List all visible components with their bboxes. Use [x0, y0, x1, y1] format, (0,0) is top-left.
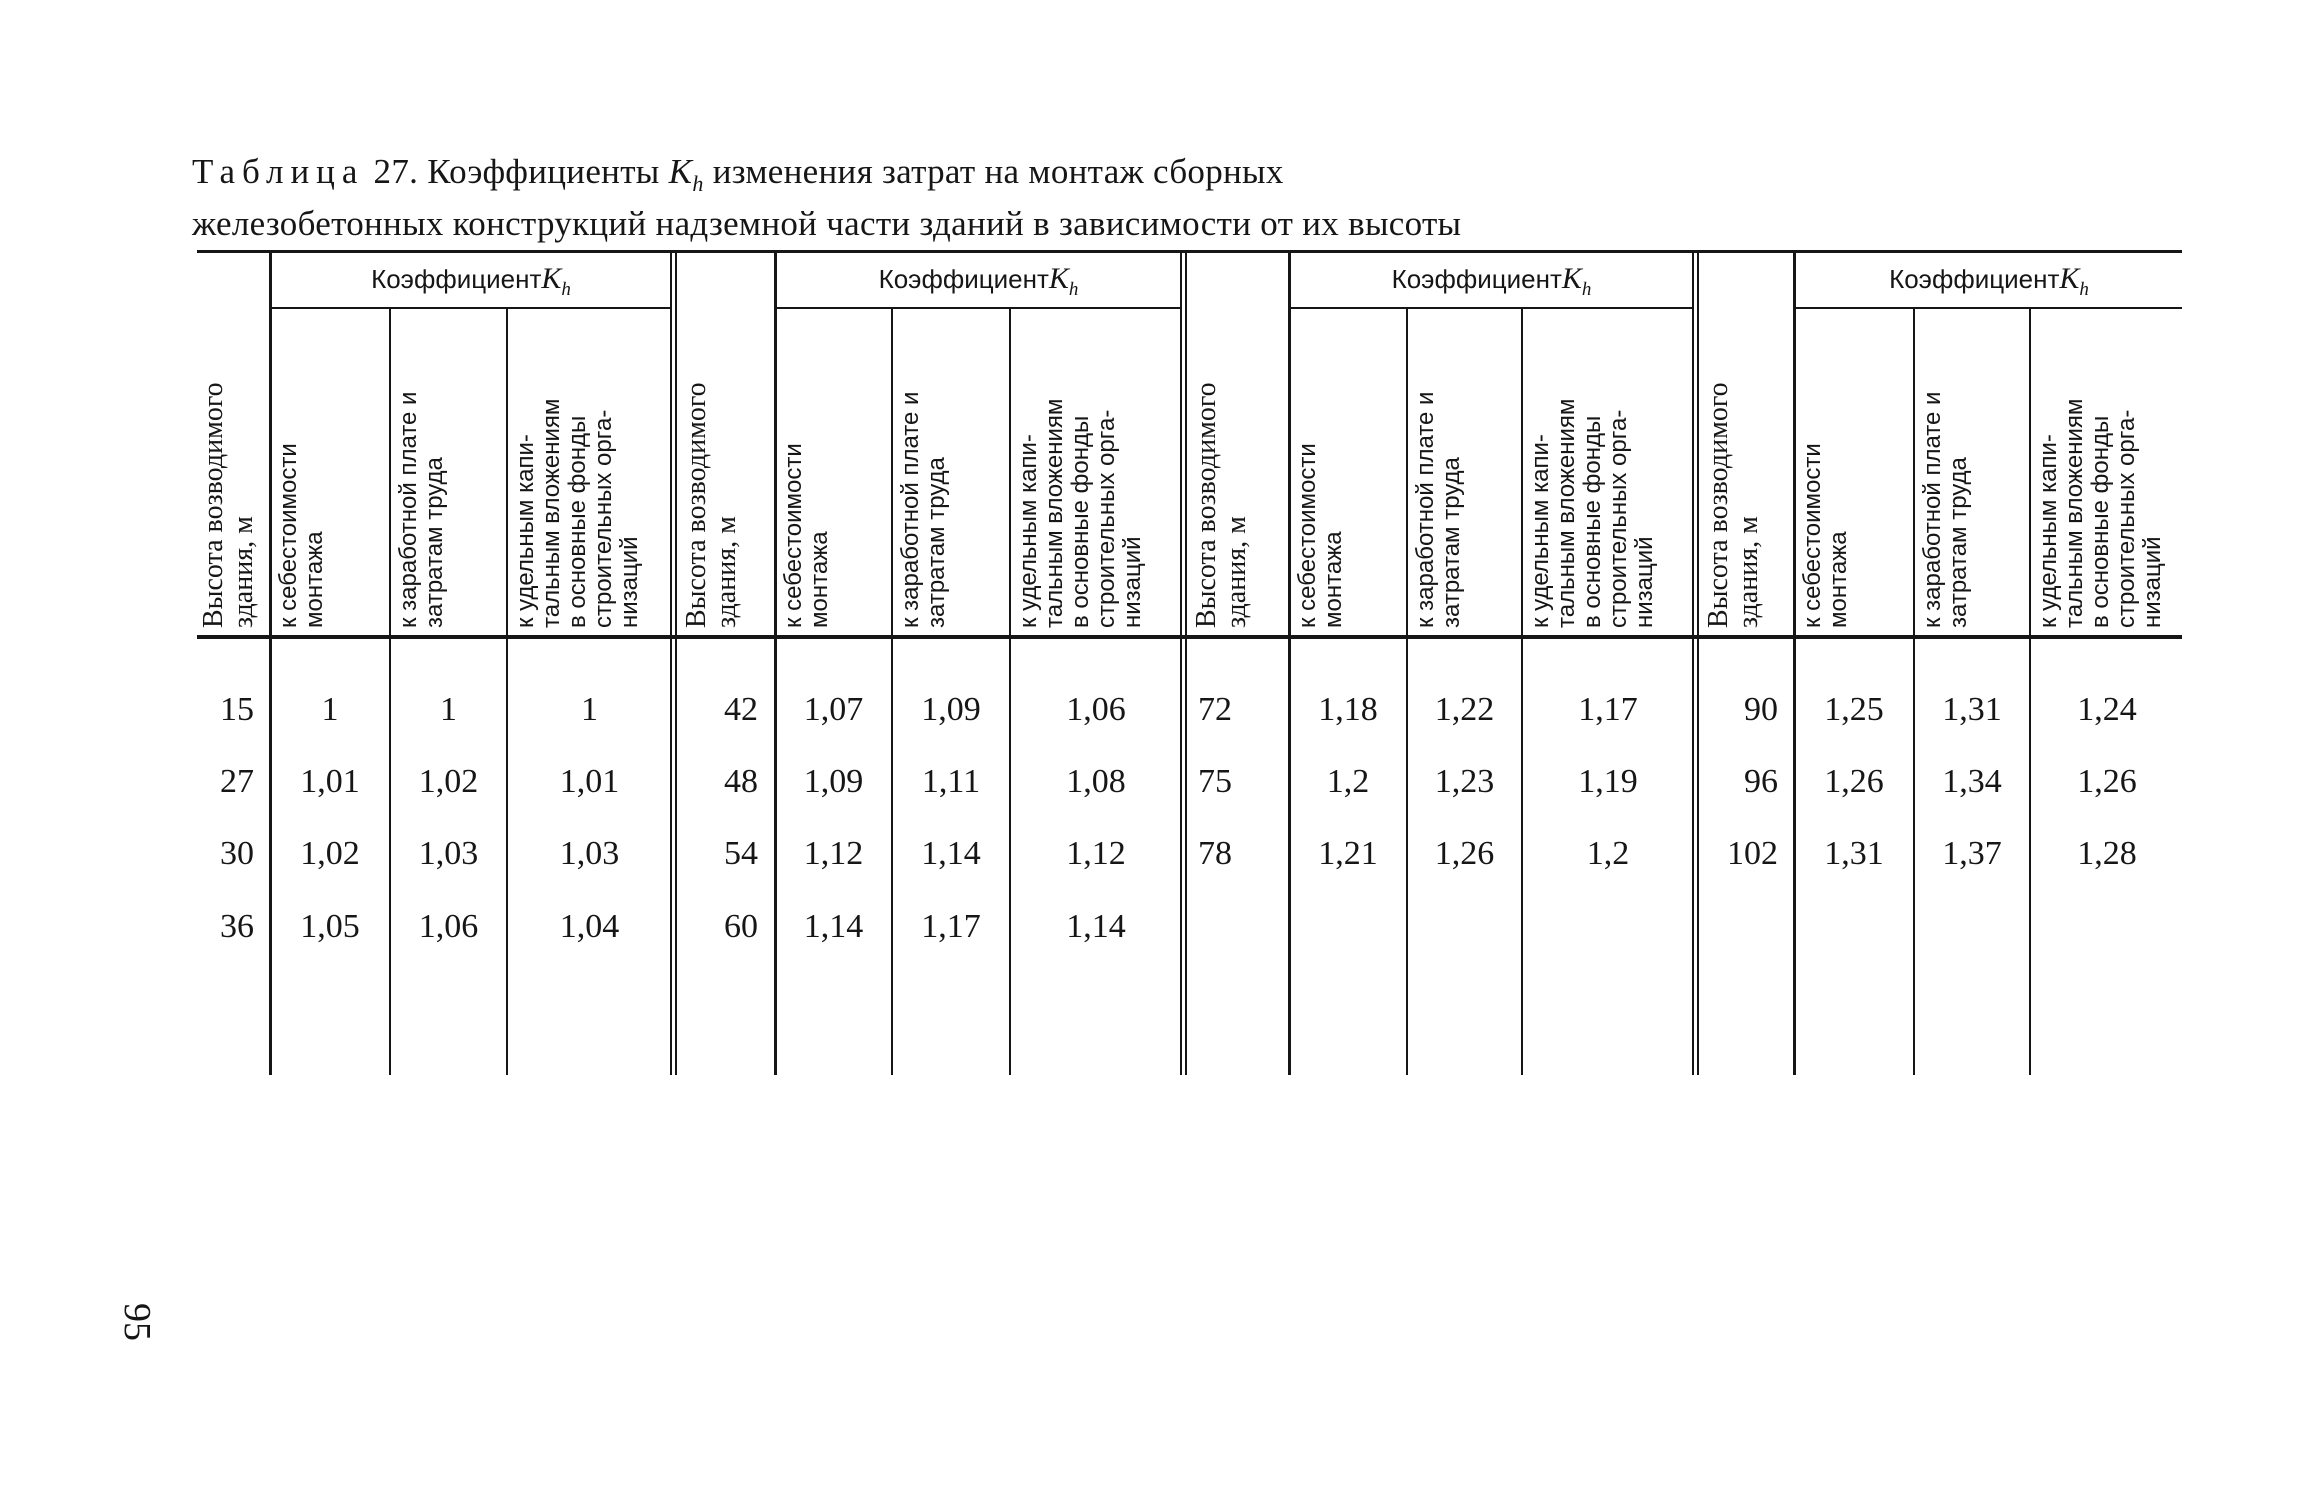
- coef-cost-value: 1,02: [300, 835, 360, 872]
- column-separator: [774, 253, 777, 1075]
- height-column-header: Высота возводимого здания, м: [1703, 382, 1764, 628]
- coef-capital-value: 1,26: [2077, 763, 2137, 800]
- title-line-2: железобетонных конструкций надземной части зданий в зависимости от их высоты: [192, 204, 1462, 243]
- coef-wage-value: 1,14: [921, 835, 981, 872]
- coef-wage-value: 1,11: [921, 763, 981, 800]
- coef-wage-value: 1,03: [418, 835, 479, 872]
- group-label-coefficient-kh: КоэффициентK$_h$: [1889, 262, 2089, 300]
- coef-wage-value: 1,22: [1434, 691, 1495, 728]
- coef-cost-value: 1: [321, 691, 339, 728]
- group-underline: [272, 307, 670, 309]
- group-underline: [1796, 307, 2182, 309]
- coef-capital-value: 1,08: [1066, 763, 1126, 800]
- column-separator: [1913, 307, 1915, 1075]
- height-value: 42: [724, 691, 758, 728]
- title-number: 27.: [373, 152, 419, 191]
- coef-capital-value: 1,01: [559, 763, 620, 800]
- group-label-coefficient-kh: КоэффициентK$_h$: [878, 262, 1079, 300]
- coef-wage-value: 1,31: [1942, 691, 2002, 728]
- coef-cost-value: 1,12: [803, 835, 864, 872]
- height-value: 48: [724, 763, 758, 800]
- kh-symbol: $K_h$: [541, 262, 571, 300]
- coef-cost-value: 1,31: [1824, 835, 1884, 872]
- coef-cost-value: 1,2: [1326, 763, 1370, 800]
- height-value: 27: [220, 763, 254, 800]
- coef-cost-value: 1,14: [803, 908, 864, 945]
- coef-capital-value: 1,12: [1066, 835, 1126, 872]
- height-value: 90: [1744, 691, 1778, 728]
- kh-symbol: $K_h$: [1048, 262, 1079, 300]
- coef-capital-header: к удельным капи- тальным вложениям в основные фонды строительных орга- низаций: [512, 398, 643, 628]
- coef-wage-header: к заработной плате и затратам труда: [1412, 391, 1465, 628]
- block-separator: [1692, 253, 1699, 1075]
- height-column-header: Высота возводимого здания, м: [1191, 382, 1252, 628]
- coef-cost-value: 1,09: [803, 763, 864, 800]
- coef-wage-value: 1,17: [921, 908, 981, 945]
- coef-cost-value: 1,07: [803, 691, 864, 728]
- height-column-header: Высота возводимого здания, м: [198, 382, 259, 628]
- page-number: 95: [116, 1303, 158, 1341]
- column-separator: [1288, 253, 1291, 1075]
- group-underline: [777, 307, 1180, 309]
- column-separator: [506, 307, 508, 1075]
- height-value: 78: [1198, 835, 1232, 872]
- column-separator: [2029, 307, 2031, 1075]
- height-value: 36: [220, 908, 254, 945]
- coef-capital-value: 1,06: [1066, 691, 1126, 728]
- coef-capital-value: 1,04: [559, 908, 620, 945]
- column-separator: [389, 307, 391, 1075]
- column-separator: [1521, 307, 1523, 1075]
- height-value: 60: [724, 908, 758, 945]
- coef-capital-value: 1,2: [1586, 835, 1630, 872]
- column-separator: [269, 253, 272, 1075]
- block-separator: [670, 253, 677, 1075]
- column-separator: [1009, 307, 1011, 1075]
- table-top-rule: [197, 250, 2182, 253]
- coef-wage-value: 1,09: [921, 691, 981, 728]
- height-value: 96: [1744, 763, 1778, 800]
- table-header-rule: [197, 635, 2182, 639]
- group-label-coefficient-kh: КоэффициентK$_h$: [1391, 262, 1592, 300]
- column-separator: [1406, 307, 1408, 1075]
- coef-capital-value: 1,19: [1578, 763, 1638, 800]
- coef-capital-value: 1,24: [2077, 691, 2137, 728]
- coef-cost-value: 1,21: [1318, 835, 1378, 872]
- coef-capital-value: 1,28: [2077, 835, 2137, 872]
- coef-wage-value: 1,06: [418, 908, 479, 945]
- coef-cost-header: к себестоимости монтажа: [1294, 443, 1347, 628]
- height-value: 72: [1198, 691, 1232, 728]
- coef-cost-value: 1,05: [300, 908, 360, 945]
- coef-cost-value: 1,25: [1824, 691, 1884, 728]
- coef-wage-header: к заработной плате и затратам труда: [1919, 391, 1972, 628]
- coef-wage-value: 1,34: [1942, 763, 2002, 800]
- coef-cost-header: к себестоимости монтажа: [1799, 443, 1852, 628]
- block-separator: [1180, 253, 1187, 1075]
- group-underline: [1291, 307, 1692, 309]
- coef-wage-value: 1,02: [418, 763, 479, 800]
- title-text-a: Коэффициенты: [427, 152, 660, 191]
- coef-wage-header: к заработной плате и затратам труда: [897, 391, 950, 628]
- coef-capital-value: 1,14: [1066, 908, 1126, 945]
- height-value: 15: [220, 691, 254, 728]
- coef-cost-header: к себестоимости монтажа: [275, 443, 328, 628]
- group-label-coefficient-kh: КоэффициентK$_h$: [371, 262, 571, 300]
- title-line-1: [192, 152, 2092, 204]
- height-value: 102: [1727, 835, 1778, 872]
- table-title: [192, 152, 2092, 244]
- coef-cost-value: 1,01: [300, 763, 360, 800]
- coef-capital-header: к удельным капи- тальным вложениям в основные фонды строительных орга- низаций: [2035, 398, 2166, 628]
- coef-wage-value: 1,23: [1434, 763, 1495, 800]
- coef-wage-value: 1,26: [1434, 835, 1495, 872]
- height-value: 54: [724, 835, 758, 872]
- coef-wage-header: к заработной плате и затратам труда: [395, 391, 448, 628]
- coef-capital-header: к удельным капи- тальным вложениям в основные фонды строительных орга- низаций: [1015, 398, 1146, 628]
- height-value: 75: [1198, 763, 1232, 800]
- coef-capital-header: к удельным капи- тальным вложениям в основные фонды строительных орга- низаций: [1527, 398, 1658, 628]
- coef-capital-value: 1,03: [559, 835, 620, 872]
- coef-cost-value: 1,18: [1318, 691, 1378, 728]
- column-separator: [891, 307, 893, 1075]
- title-text-b: изменения затрат на монтаж сборных: [712, 152, 1284, 191]
- kh-symbol: $K_h$: [1561, 262, 1592, 300]
- coef-wage-value: 1,37: [1942, 835, 2002, 872]
- coef-cost-value: 1,26: [1824, 763, 1884, 800]
- column-separator: [1793, 253, 1796, 1075]
- coef-capital-value: 1: [581, 691, 598, 728]
- coef-capital-value: 1,17: [1578, 691, 1638, 728]
- height-value: 30: [220, 835, 254, 872]
- coef-wage-value: 1: [440, 691, 457, 728]
- kh-symbol: $K_h$: [2059, 262, 2089, 300]
- title-word: Таблица: [192, 152, 365, 191]
- title-symbol: $K_h$: [668, 152, 704, 196]
- coef-cost-header: к себестоимости монтажа: [780, 443, 833, 628]
- height-column-header: Высота возводимого здания, м: [681, 382, 742, 628]
